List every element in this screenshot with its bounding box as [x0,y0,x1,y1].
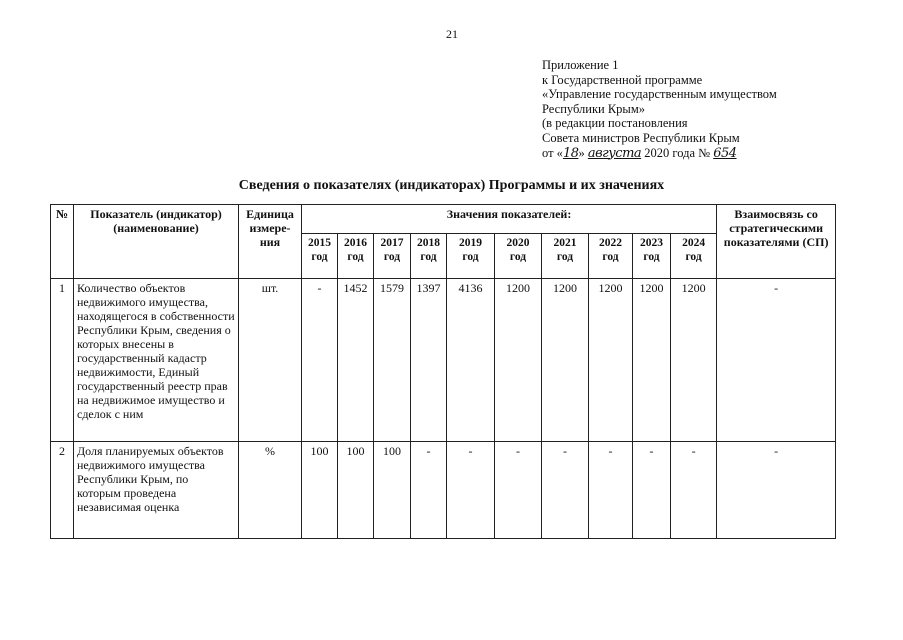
row-number: 2 [51,442,74,539]
header-year: 2023 год [633,234,671,279]
row-indicator: Доля планируемых объектов недвижимого имущества Республики Крым, по которым проведена независимая оценка [74,442,239,539]
header-year: 2020 год [495,234,542,279]
row-value: 4136 [447,279,495,442]
header-year: 2016 год [338,234,374,279]
row-value: - [542,442,589,539]
appendix-date-line [542,146,777,162]
header-year: 2021 год [542,234,589,279]
header-year: 2015 год [302,234,338,279]
row-value: - [633,442,671,539]
date-prefix: от « [542,145,563,160]
header-num: № [51,205,74,279]
header-year: 2018 год [411,234,447,279]
document-title: Сведения о показателях (индикаторах) Программы и их значениях [238,178,665,193]
row-value: 1200 [589,279,633,442]
page-number: 21 [446,27,458,41]
appendix-block [542,58,777,161]
date-year: 2020 года № [641,145,714,160]
row-unit: % [239,442,302,539]
header-year: 2022 год [589,234,633,279]
row-value: 100 [338,442,374,539]
row-value: 1200 [542,279,589,442]
row-relation: - [717,442,836,539]
header-relation: Взаимосвязь со стратегическими показателями (СП) [717,205,836,279]
row-value: 1579 [374,279,411,442]
row-value: 100 [302,442,338,539]
header-year: 2024 год [671,234,717,279]
appendix-line: Совета министров Республики Крым [542,130,740,145]
row-indicator: Количество объектов недвижимого имущества, находящегося в собственности Республики Крым, сведения о которых внесены в государственный кадастр недвижимости, Единый государственный реестр прав на недвижимое имущество и сделок с ним [74,279,239,442]
appendix-line: Приложение 1 [542,58,619,72]
header-values-group: Значения показателей: [302,205,717,234]
handwritten-month: августа [587,145,642,161]
header-indicator: Показатель (индикатор) (наименование) [74,205,239,279]
row-unit: шт. [239,279,302,442]
row-value: - [302,279,338,442]
row-relation: - [717,279,836,442]
header-year: 2017 год [374,234,411,279]
row-value: 1200 [495,279,542,442]
row-value: - [589,442,633,539]
row-value: - [671,442,717,539]
row-value: 100 [374,442,411,539]
header-year: 2019 год [447,234,495,279]
row-value: - [495,442,542,539]
appendix-line: (в редакции постановления [542,116,688,131]
handwritten-day: 18 [562,145,579,161]
appendix-line: «Управление государственным имуществом [542,87,777,102]
appendix-line: к Государственной программе [542,72,703,87]
row-value: 1452 [338,279,374,442]
handwritten-doc-number: 654 [713,145,737,161]
row-value: 1200 [671,279,717,442]
row-number: 1 [51,279,74,442]
date-mid: » [578,145,588,160]
row-value: - [411,442,447,539]
row-value: 1397 [411,279,447,442]
row-value: 1200 [633,279,671,442]
row-value: - [447,442,495,539]
table-row [51,279,836,442]
table-row [51,442,836,539]
header-unit: Единица измере-ния [239,205,302,279]
indicators-table [50,204,836,539]
appendix-line: Республики Крым» [542,101,645,116]
